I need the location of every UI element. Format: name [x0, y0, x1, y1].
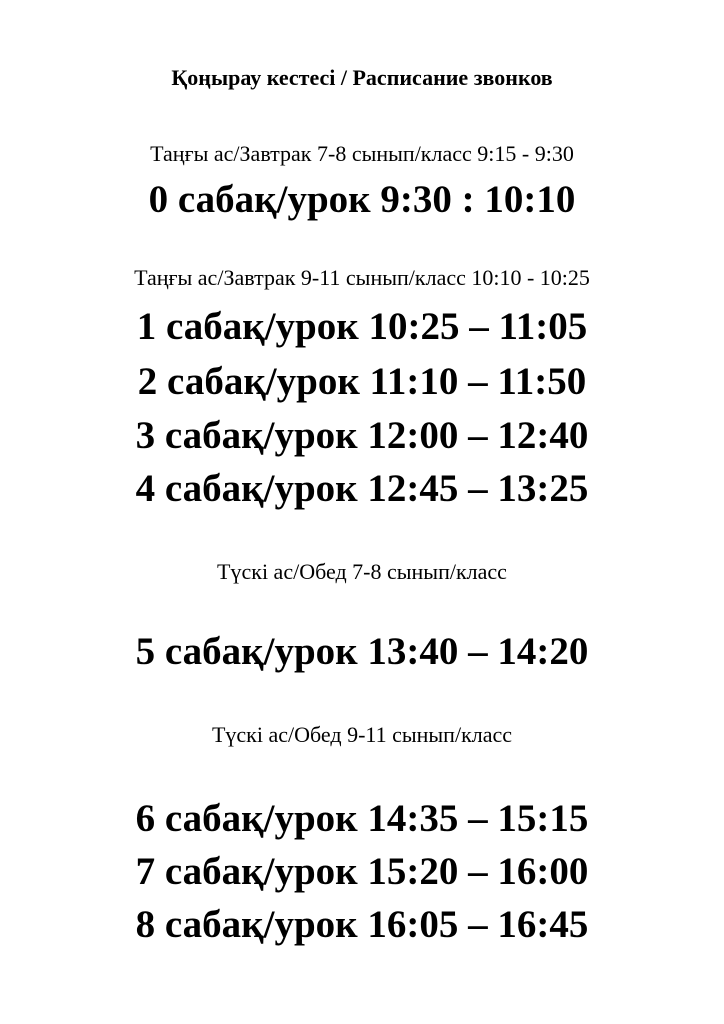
- lunch-9-11-line: Түскі ас/Обед 9-11 сынып/класс: [211, 722, 513, 747]
- lesson-7-line: 7 сабақ/урок 15:20 – 16:00: [135, 850, 589, 893]
- lesson-4-line: 4 сабақ/урок 12:45 – 13:25: [135, 467, 589, 510]
- lunch-7-8-line: Түскі ас/Обед 7-8 сынып/класс: [217, 559, 507, 584]
- lesson-2-line: 2 сабақ/урок 11:10 – 11:50: [137, 360, 587, 403]
- lesson-8-line: 8 сабақ/урок 16:05 – 16:45: [135, 903, 589, 946]
- page-title: Қоңырау кестесі / Расписание звонков: [171, 65, 553, 90]
- lesson-6-line: 6 сабақ/урок 14:35 – 15:15: [135, 797, 589, 840]
- lesson-3-line: 3 сабақ/урок 12:00 – 12:40: [135, 414, 589, 457]
- lesson-0-line: 0 сабақ/урок 9:30 : 10:10: [148, 178, 576, 221]
- breakfast-9-11-line: Таңғы ас/Завтрак 9-11 сынып/класс 10:10 - 10:25: [134, 265, 590, 290]
- lesson-5-line: 5 сабақ/урок 13:40 – 14:20: [135, 630, 589, 673]
- breakfast-7-8-line: Таңғы ас/Завтрак 7-8 сынып/класс 9:15 - 9:30: [150, 141, 574, 166]
- lesson-1-line: 1 сабақ/урок 10:25 – 11:05: [136, 305, 588, 348]
